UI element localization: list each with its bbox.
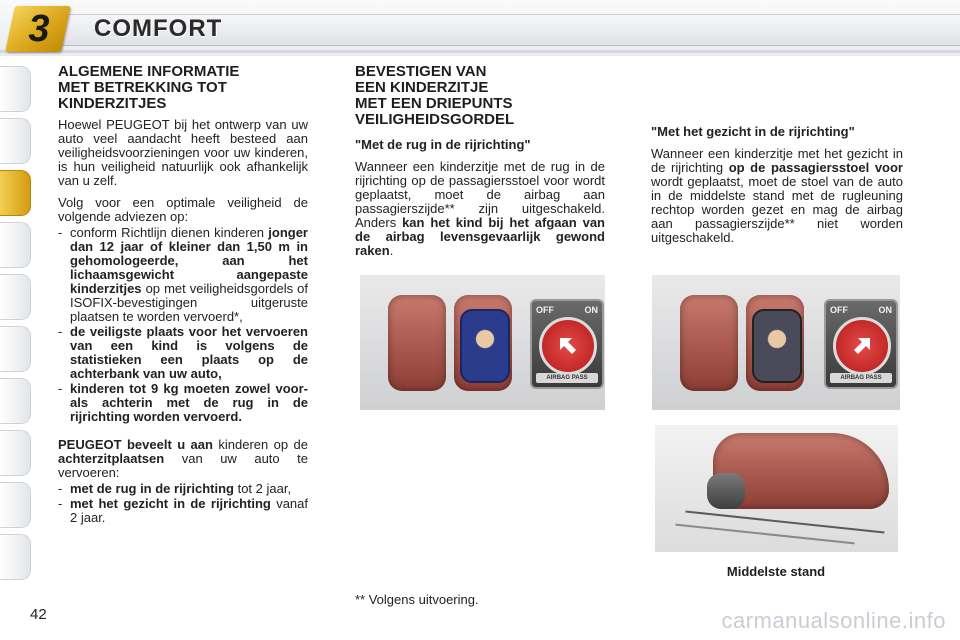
airbag-caption: AIRBAG PASS	[830, 373, 892, 383]
chapter-tab-10[interactable]	[0, 534, 31, 580]
text-bold: jonger dan 12 jaar of kleiner dan 1,50 m in gehomologeerde, aan het lichaamsgewicht aangepaste kinderzitjes	[70, 225, 308, 296]
chapter-title: COMFORT	[94, 15, 223, 42]
text-bold: kan het kind bij het afgaan van de airbag levensgevaarlijk gewond raken	[355, 215, 605, 258]
airbag-off-label: OFF	[536, 305, 554, 315]
section-heading-fastening	[355, 64, 605, 128]
text: wordt geplaatst, moet de stoel van de auto in de middelste stand met de rugleuning rechtop worden gezet en mag de airbag aan passagierszijde** niet worden uitgeschakeld.	[651, 174, 903, 245]
child-seat	[460, 309, 510, 383]
watermark: carmanualsonline.info	[721, 608, 946, 633]
chapter-tab-5[interactable]	[0, 274, 31, 320]
bullet-dash: -	[58, 496, 63, 511]
chapter-tab-2[interactable]	[0, 118, 31, 164]
text-bold: de veiligste plaats voor het vervoeren van een kind is volgens de statistieken een plaats op de achterbank van uw auto,	[70, 324, 308, 381]
heading-line: VEILIGHEIDSGORDEL	[355, 111, 515, 128]
chapter-tab-7[interactable]	[0, 378, 31, 424]
heading-line: ALGEMENE INFORMATIE	[58, 63, 240, 80]
paragraph	[651, 147, 903, 245]
chapter-tab-9[interactable]	[0, 482, 31, 528]
chapter-number: 3	[28, 8, 50, 50]
airbag-on-label: ON	[878, 305, 892, 315]
page-number: 42	[30, 606, 47, 623]
text-bold: achterzitplaatsen	[58, 451, 165, 466]
chapter-tab-4[interactable]	[0, 222, 31, 268]
heading-line: BEVESTIGEN VAN	[355, 63, 487, 80]
list-item	[58, 226, 308, 324]
rearward-child-seat-illustration	[360, 275, 605, 410]
bullet-dash: -	[58, 481, 63, 496]
list-item-text	[70, 226, 308, 324]
list-item-text	[70, 382, 308, 424]
chapter-tab-3-active[interactable]	[0, 170, 31, 216]
arrow-up-right-icon	[850, 334, 874, 358]
airbag-dial-off	[539, 317, 597, 375]
paragraph: Volg voor een optimale veiligheid de volgende adviezen op:	[58, 195, 308, 224]
text: op met veiligheidsgordels of ISOFIX-bevestigingen uitgeruste plaatsen te worden vervoerd*,	[70, 281, 308, 324]
text-bold: PEUGEOT beveelt u aan	[58, 437, 213, 452]
subheading-rearward: "Met de rug in de rijrichting"	[355, 137, 531, 152]
chapter-tab-rail	[0, 60, 32, 580]
heading-line: MET EEN DRIEPUNTS	[355, 95, 513, 112]
text: Wanneer een kinderzitje met de rug in de rijrichting op de passagiersstoel voor wordt geplaatst, moet de airbag aan passagierszijde** zijn uitgeschakeld. Anders	[355, 159, 605, 230]
text: .	[389, 243, 394, 258]
airbag-switch-panel	[824, 299, 898, 389]
list-item-text	[70, 482, 308, 496]
list-item	[58, 382, 308, 424]
footnote: ** Volgens uitvoering.	[355, 592, 479, 607]
seat-middle-position-illustration	[655, 425, 898, 552]
airbag-on-label: ON	[584, 305, 598, 315]
arrow-up-left-icon	[556, 334, 580, 358]
paragraph: Hoewel PEUGEOT bij het ontwerp van uw auto veel aandacht heeft besteed aan veiligheidsvoorzieningen voor uw kinderen, is hun veiligheid natuurlijk ook afhankelijk van u zelf.	[58, 117, 308, 188]
text-bold: op de passagiersstoel voor	[728, 160, 903, 175]
list-item-text	[70, 325, 308, 381]
header-divider	[0, 50, 960, 53]
right-column-text	[651, 125, 903, 253]
text: tot 2 jaar,	[233, 481, 292, 496]
list-item	[58, 497, 308, 525]
front-seat-left	[388, 295, 446, 391]
chapter-tab-6[interactable]	[0, 326, 31, 372]
airbag-switch-labels	[536, 305, 598, 315]
airbag-switch-panel	[530, 299, 604, 389]
child-seat	[752, 309, 802, 383]
chapter-tab-1[interactable]	[0, 66, 31, 112]
paragraph	[355, 160, 605, 258]
forward-child-seat-illustration	[652, 275, 900, 410]
chapter-tab-8[interactable]	[0, 430, 31, 476]
bullet-dash: -	[58, 225, 63, 240]
heading-line: KINDERZITJES	[58, 95, 167, 112]
text: conform Richtlijn dienen kinderen	[70, 225, 269, 240]
list-item	[58, 482, 308, 496]
figure-caption: Middelste stand	[726, 564, 826, 579]
list-item	[58, 325, 308, 381]
list-item-text	[70, 497, 308, 525]
text: kinderen op de	[212, 437, 309, 452]
text: Wanneer een kinderzitje met het gezicht in de rijrichting	[651, 146, 903, 175]
text-bold: met het gezicht in de rijrichting	[70, 496, 271, 511]
middle-column-text	[355, 138, 605, 266]
section-heading-general	[58, 64, 308, 112]
heading-line: MET BETREKKING TOT	[58, 79, 227, 96]
text-bold: met de rug in de rijrichting	[70, 481, 234, 496]
front-seat-left	[680, 295, 738, 391]
heading-line: EEN KINDERZITJE	[355, 79, 489, 96]
airbag-caption: AIRBAG PASS	[536, 373, 598, 383]
airbag-off-label: OFF	[830, 305, 848, 315]
paragraph	[58, 438, 308, 480]
airbag-dial-on	[833, 317, 891, 375]
airbag-switch-labels	[830, 305, 892, 315]
text-bold: kinderen tot 9 kg moeten zowel voor- als achterin met de rug in de rijrichting worden vervoerd.	[70, 381, 308, 424]
left-column-text	[58, 118, 308, 526]
text: van uw auto te vervoeren:	[58, 451, 308, 480]
subheading-forward: "Met het gezicht in de rijrichting"	[651, 124, 855, 139]
bullet-dash: -	[58, 324, 63, 339]
text: vanaf 2 jaar.	[70, 496, 308, 525]
seat-side-trim	[707, 473, 745, 509]
bullet-dash: -	[58, 381, 63, 396]
seat-rail	[685, 511, 884, 534]
